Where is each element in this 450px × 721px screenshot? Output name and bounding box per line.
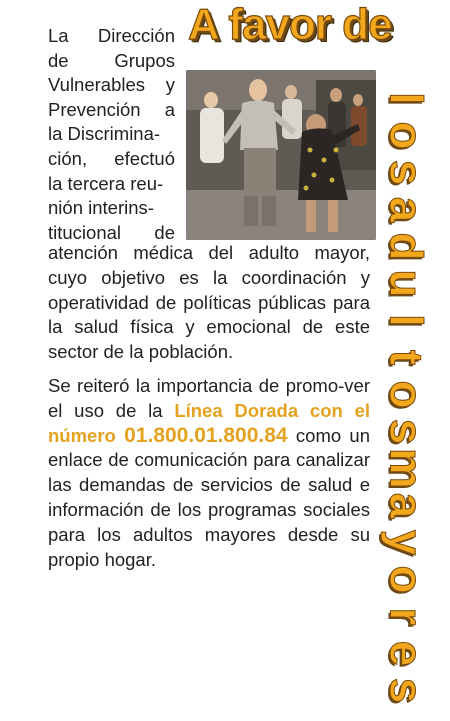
paragraph1-line: la Discrimina-: [48, 123, 161, 145]
paragraph1-line: ción, efectuó: [48, 147, 175, 169]
vertical-letter: a: [380, 196, 433, 223]
paragraph1-line: la tercera reu-: [48, 172, 164, 194]
vertical-letter: l: [380, 314, 433, 327]
paragraph2-body: como un enlace de comunicación para canalizar las demandas de servicios de salud e información de los programas sociales para los adultos mayores desde su propio hogar.: [48, 424, 370, 570]
vertical-letter: u: [380, 269, 433, 298]
vertical-letter: y: [380, 529, 433, 556]
paragraph1-line: nión interins-: [48, 197, 154, 219]
paragraph1-wrapped-column: [48, 24, 175, 245]
vertical-letter: e: [380, 640, 433, 667]
vertical-letter: o: [380, 380, 433, 409]
vertical-letter: o: [380, 121, 433, 150]
phone-number: 01.800.01.800.84: [124, 423, 288, 447]
vertical-letter: m: [380, 448, 433, 489]
dancing-elderly-photo: [186, 70, 376, 240]
paragraph2: [48, 374, 370, 572]
vertical-letter: s: [380, 418, 433, 445]
paragraph1-line: titucional de: [48, 221, 175, 243]
vertical-letter: o: [380, 565, 433, 594]
paragraph1-continuation: atención médica del adulto mayor, cuyo objetivo es la coordinación y operatividad de políticas públicas para la salud física y emocional de este sector de la población.: [48, 242, 370, 363]
vertical-letter: r: [380, 607, 433, 626]
paragraph1-line: de Grupos: [48, 49, 175, 71]
golden-line-highlight: Línea Dorada con el número: [48, 399, 371, 446]
paragraph2-intro: Se reiteró la importancia de promo-ver el uso de la: [48, 375, 370, 421]
vertical-letter: l: [380, 92, 433, 105]
paragraph1-line: Vulnerables y: [48, 74, 175, 96]
paragraph1-line: Prevención a: [48, 98, 175, 120]
vertical-letter: s: [380, 159, 433, 186]
vertical-decorative-text: [376, 80, 436, 704]
vertical-letter: d: [380, 232, 433, 261]
vertical-letter: s: [380, 677, 433, 704]
page-title: A favor de: [188, 0, 392, 49]
vertical-letter: t: [380, 349, 433, 366]
paragraph1-line: La Dirección: [48, 25, 175, 46]
vertical-letter: a: [380, 492, 433, 519]
